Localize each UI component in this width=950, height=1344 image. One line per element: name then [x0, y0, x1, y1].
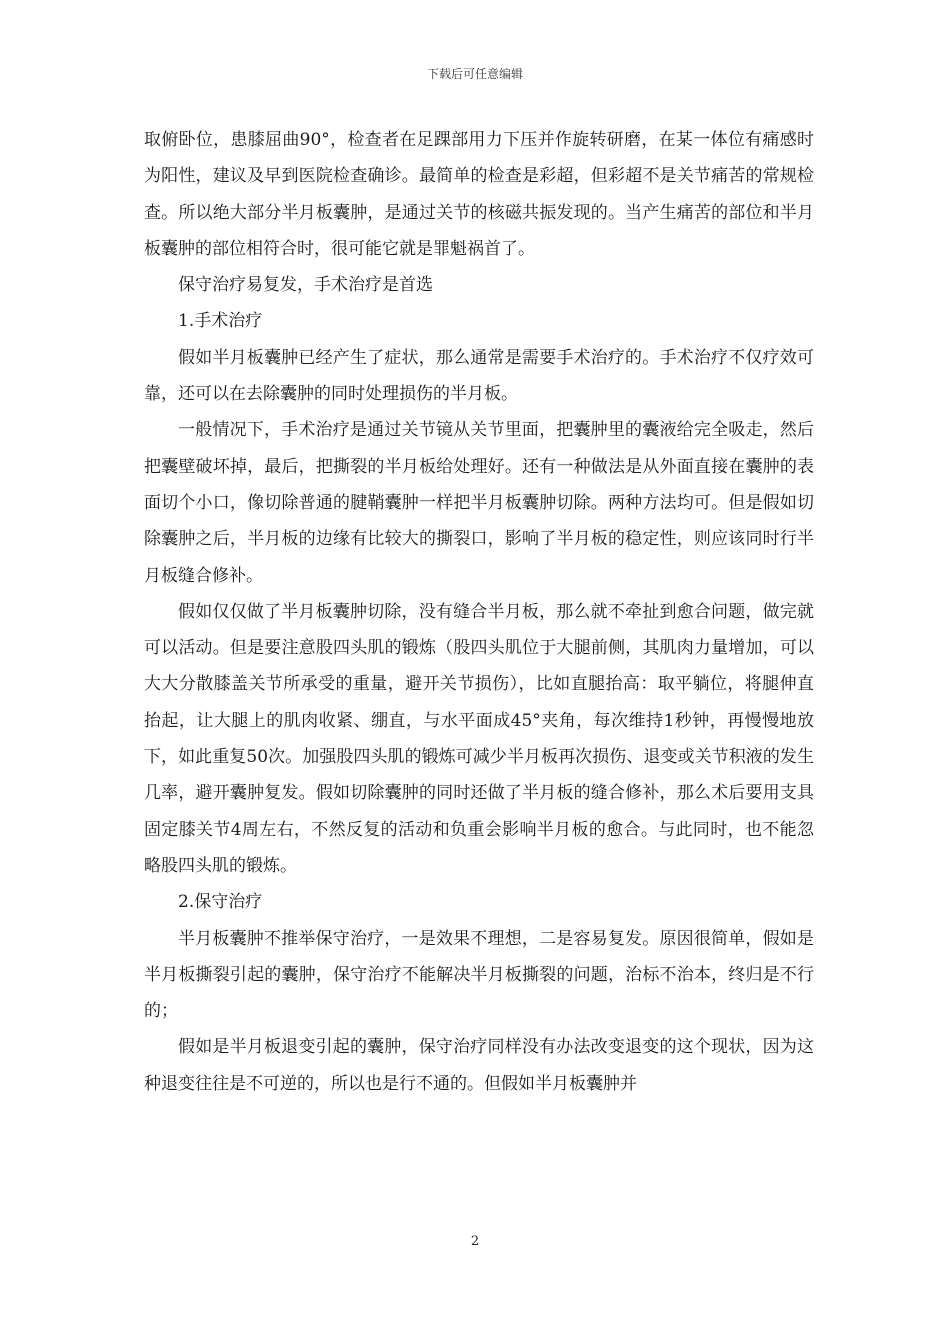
- subheading-conservative: 2.保守治疗: [178, 892, 263, 913]
- paragraph-degeneration: 假如是半月板退变引起的囊肿，保守治疗同样没有办法改变退变的这个现状，因为这种退变往往是不可逆的，所以也是行不通的。但假如半月板囊肿并: [144, 1037, 814, 1094]
- paragraph-continued-exam: 取俯卧位，患膝屈曲90°，检查者在足踝部用力下压并作旋转研磨，在某一体位有痛感时为阳性，建议及早到医院检查确诊。最简单的检查是彩超，但彩超不是关节痛苦的常规检查。所以绝大部分半月板囊肿，是通过关节的核磁共振发现的。当产生痛苦的部位和半月板囊肿的部位相符合时，很可能它就是罪魁祸首了。: [144, 130, 814, 259]
- subheading-surgery: 1.手术治疗: [178, 311, 263, 332]
- page-header: 下载后可任意编辑: [426, 67, 523, 81]
- document-body: [144, 122, 814, 1102]
- paragraph-rehab: 假如仅仅做了半月板囊肿切除，没有缝合半月板，那么就不牵扯到愈合问题，做完就可以活动。但是要注意股四头肌的锻炼（股四头肌位于大腿前侧，其肌肉力量增加，可以大大分散膝盖关节所承受的重量，避开关节损伤），比如直腿抬高：取平躺位，将腿伸直抬起，让大腿上的肌肉收紧、绷直，与水平面成45°夹角，每次维持1秒钟，再慢慢地放下，如此重复50次。加强股四头肌的锻炼可减少半月板再次损伤、退变或关节积液的发生几率，避开囊肿复发。假如切除囊肿的同时还做了半月板的缝合修补，那么术后要用支具固定膝关节4周左右，不然反复的活动和负重会影响半月板的愈合。与此同时，也不能忽略股四头肌的锻炼。: [144, 601, 814, 876]
- page-number: 2: [470, 1234, 480, 1249]
- paragraph-conservative-reason: 半月板囊肿不推举保守治疗，一是效果不理想，二是容易复发。原因很简单，假如是半月板撕裂引起的囊肿，保守治疗不能解决半月板撕裂的问题，治标不治本，终归是不行的；: [144, 928, 814, 1022]
- paragraph-surgery-intro: 假如半月板囊肿已经产生了症状，那么通常是需要手术治疗的。手术治疗不仅疗效可靠，还可以在去除囊肿的同时处理损伤的半月板。: [144, 347, 814, 405]
- paragraph-surgery-methods: 一般情况下，手术治疗是通过关节镜从关节里面，把囊肿里的囊液给完全吸走，然后把囊壁破坏掉，最后，把撕裂的半月板给处理好。还有一种做法是从外面直接在囊肿的表面切个小口，像切除普通的腱鞘囊肿一样把半月板囊肿切除。两种方法均可。但是假如切除囊肿之后，半月板的边缘有比较大的撕裂口，影响了半月板的稳定性，则应该同时行半月板缝合修补。: [144, 420, 814, 586]
- section-heading-treatment: 保守治疗易复发，手术治疗是首选: [178, 275, 433, 296]
